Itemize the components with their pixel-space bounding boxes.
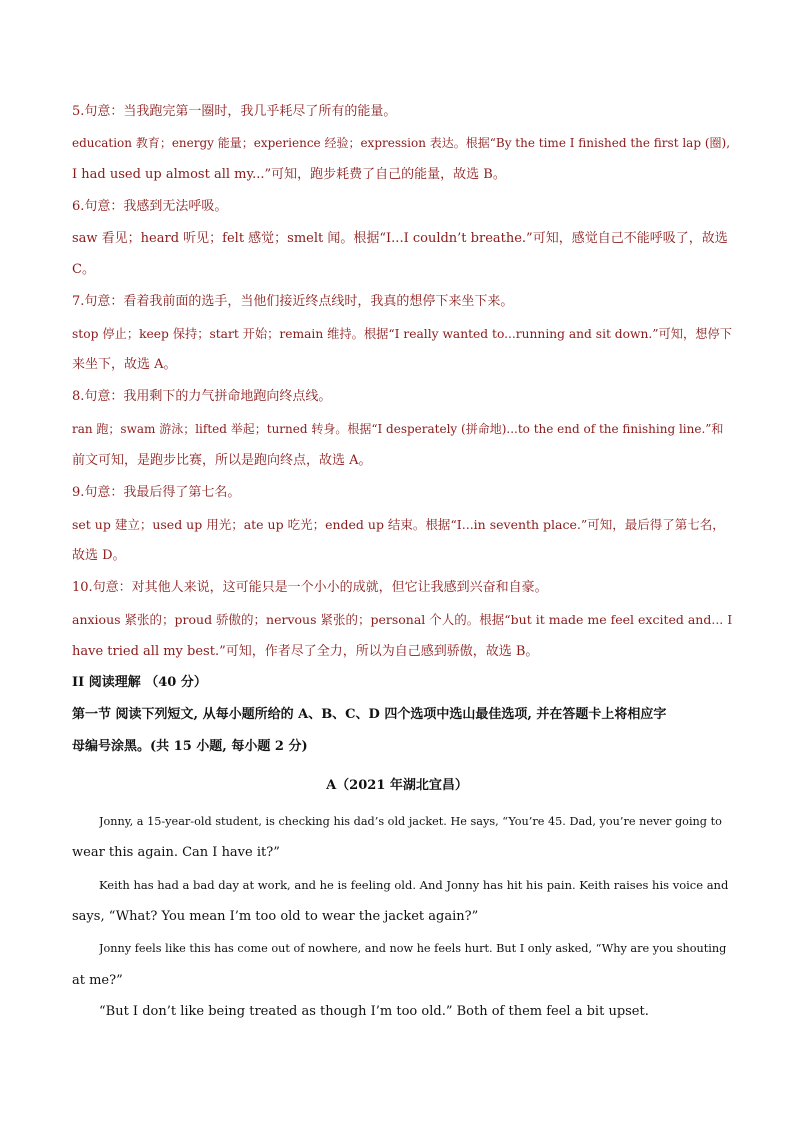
passage-line-3: Keith has had a bad day at work, and he is feeling old. And Jonny has hit his pain. Keith raises his voice and xyxy=(99,878,729,892)
explanation-5-heading: 5.句意：当我跑完第一圈时，我几乎耗尽了所有的能量。 xyxy=(72,104,397,119)
section-instruction-line-1: 第一节 阅读下列短文, 从每小题所给的 A、B、C、D 四个选项中选山最佳选项, 并在答题卡上将相应字 xyxy=(72,707,667,722)
explanation-9-line-2: 故选 D。 xyxy=(72,548,126,563)
passage-line-6: at me?” xyxy=(72,973,123,988)
explanation-6-line-1: saw 看见；heard 听见；felt 感觉；smelt 闻。根据“I...I couldn’t breathe.”可知，感觉自己不能呼吸了，故选 xyxy=(72,231,728,246)
explanation-10-heading: 10.句意：对其他人来说，这可能只是一个小小的成就，但它让我感到兴奋和自豪。 xyxy=(72,580,548,595)
explanation-9-line-1: set up 建立；used up 用光；ate up 吃光；ended up 结束。根据“I...in seventh place.”可知，最后得了第七名， xyxy=(72,517,725,532)
passage-line-4: says, “What? You mean I’m too old to wear the jacket again?” xyxy=(72,909,479,924)
passage-line-2: wear this again. Can I have it?” xyxy=(72,845,280,860)
explanation-5-line-2: I had used up almost all my...”可知，跑步耗费了自己的能量，故选 B。 xyxy=(72,167,506,182)
passage-title: A（2021 年湖北宜昌） xyxy=(326,778,468,793)
explanation-8-heading: 8.句意：我用剩下的力气拼命地跑向终点线。 xyxy=(72,389,332,404)
section-title: II 阅读理解 （40 分） xyxy=(72,675,207,690)
passage-line-7: “But I don’t like being treated as though I’m too old.” Both of them feel a bit upset. xyxy=(99,1004,649,1019)
passage-line-1: Jonny, a 15-year-old student, is checking his dad’s old jacket. He says, “You’re 45. Dad, you’re never going to xyxy=(99,815,722,828)
section-instruction-line-2: 母编号涂黑。(共 15 小题, 每小题 2 分) xyxy=(72,739,308,754)
explanation-10-line-1: anxious 紧张的；proud 骄傲的；nervous 紧张的；personal 个人的。根据“but it made me feel excited and... I xyxy=(72,612,732,627)
explanation-7-line-1: stop 停止；keep 保持；start 开始；remain 维持。根据“I really wanted to...running and sit down.”可知，想停下 xyxy=(72,327,732,341)
explanation-7-line-2: 来坐下，故选 A。 xyxy=(72,357,177,372)
explanation-9-heading: 9.句意：我最后得了第七名。 xyxy=(72,485,241,500)
explanation-10-line-2: have tried all my best.”可知，作者尽了全力，所以为自己感到骄傲，故选 B。 xyxy=(72,644,539,659)
explanation-8-line-1: ran 跑；swam 游泳；lifted 举起；turned 转身。根据“I desperately (拼命地)...to the end of the finishing line.”和 xyxy=(72,422,724,436)
explanation-5-line-1: education 教育；energy 能量；experience 经验；expression 表达。根据“By the time I finished the first lap (圈), xyxy=(72,136,731,150)
explanation-7-heading: 7.句意：看着我前面的选手，当他们接近终点线时，我真的想停下来坐下来。 xyxy=(72,294,514,309)
explanation-6-line-2: C。 xyxy=(72,262,95,277)
explanation-6-heading: 6.句意：我感到无法呼吸。 xyxy=(72,199,228,214)
explanation-8-line-2: 前文可知，是跑步比赛，所以是跑向终点，故选 A。 xyxy=(72,453,372,468)
passage-line-5: Jonny feels like this has come out of nowhere, and now he feels hurt. But I only asked, “Why are you shouting xyxy=(99,942,727,955)
